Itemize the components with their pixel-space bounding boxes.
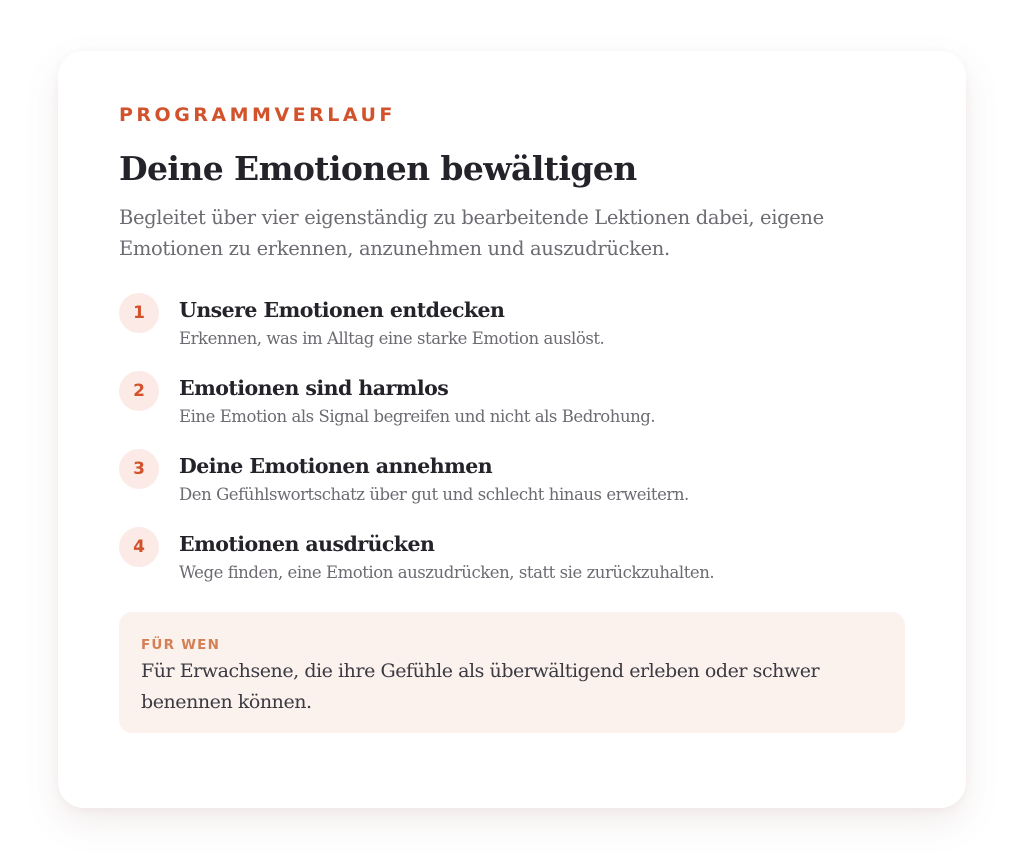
section-eyebrow: PROGRAMMVERLAUF — [119, 104, 396, 126]
lesson-description: Wege finden, eine Emotion auszudrücken, statt sie zurückzuhalten. — [179, 563, 715, 582]
lesson-description: Den Gefühlswortschatz über gut und schlecht hinaus erweitern. — [179, 485, 689, 504]
program-card — [58, 51, 966, 808]
target-audience-box — [119, 612, 905, 733]
lesson-number-badge: 4 — [119, 527, 159, 567]
lesson-title: Emotionen sind harmlos — [179, 376, 449, 400]
lesson-item — [119, 447, 905, 511]
lesson-description: Eine Emotion als Signal begreifen und nicht als Bedrohung. — [179, 407, 656, 426]
lesson-item — [119, 369, 905, 433]
lesson-number-badge: 2 — [119, 371, 159, 411]
lesson-title: Unsere Emotionen entdecken — [179, 298, 505, 322]
lesson-title: Deine Emotionen annehmen — [179, 454, 493, 478]
program-description: Begleitet über vier eigenständig zu bearbeitende Lektionen dabei, eigene Emotionen zu erkennen, anzunehmen und auszudrücken. — [119, 206, 824, 260]
lesson-item — [119, 525, 905, 589]
lesson-title: Emotionen ausdrücken — [179, 532, 435, 556]
page-title: Deine Emotionen bewältigen — [119, 149, 637, 188]
audience-label: FÜR WEN — [141, 637, 221, 653]
lesson-number-badge: 1 — [119, 293, 159, 333]
lesson-item — [119, 291, 905, 355]
lesson-description: Erkennen, was im Alltag eine starke Emotion auslöst. — [179, 329, 605, 348]
audience-text: Für Erwachsene, die ihre Gefühle als überwältigend erleben oder schwer benennen können. — [141, 660, 820, 713]
lesson-number-badge: 3 — [119, 449, 159, 489]
